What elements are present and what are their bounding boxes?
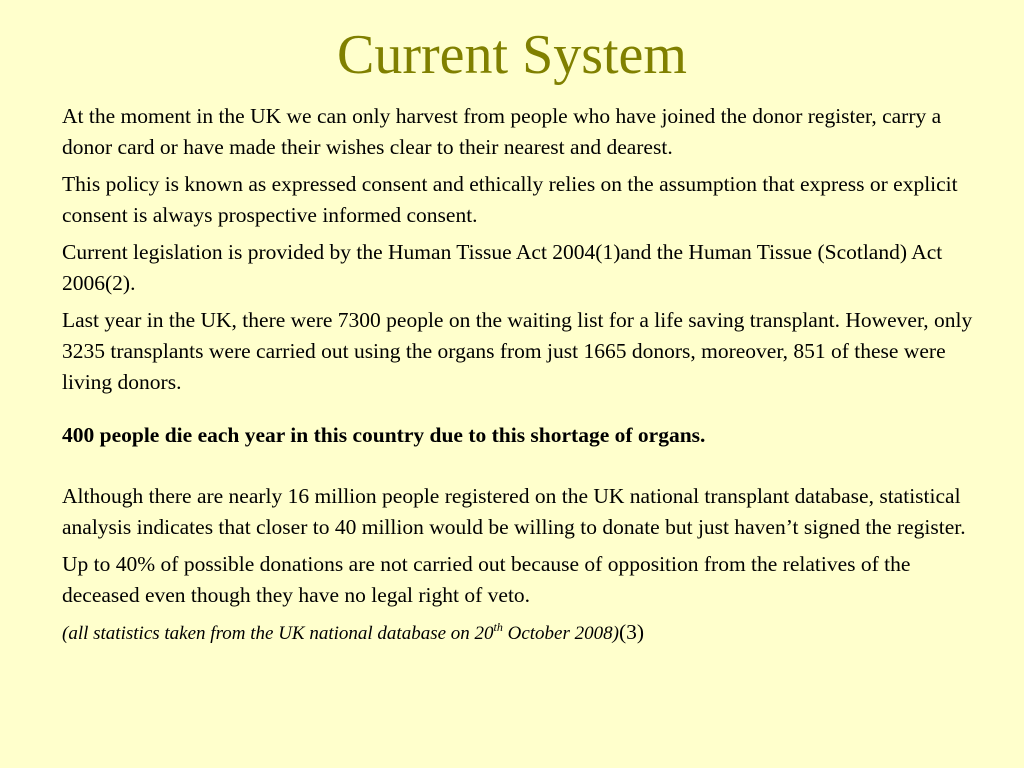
source-prefix: (all statistics taken from the UK national database on 20 xyxy=(62,623,494,644)
paragraph-legislation: Current legislation is provided by the Human Tissue Act 2004(1)and the Human Tissue (Scotland) Act 2006(2). xyxy=(62,240,943,295)
paragraph-donor-register: At the moment in the UK we can only harvest from people who have joined the donor register, carry a donor card or have made their wishes clear to their nearest and dearest. xyxy=(62,104,942,159)
paragraph-deaths-highlight: 400 people die each year in this country due to this shortage of organs. xyxy=(62,423,706,447)
paragraph-statistics: Last year in the UK, there were 7300 people on the waiting list for a life saving transplant. However, only 3235 transplants were carried out using the organs from just 1665 donors, moreover, 851 of these were living donors. xyxy=(62,308,973,394)
source-suffix: October 2008) xyxy=(502,623,619,644)
slide-title: Current System xyxy=(337,24,687,86)
source-superscript: th xyxy=(493,619,503,634)
paragraph-registration: Although there are nearly 16 million people registered on the UK national transplant database, statistical analysis indicates that closer to 40 million would be willing to donate but just haven’t signed the register. xyxy=(62,484,966,539)
paragraph-opposition: Up to 40% of possible donations are not carried out because of opposition from the relatives of the deceased even though they have no legal right of veto. xyxy=(62,552,911,607)
source-note xyxy=(62,617,992,649)
paragraph-expressed-consent: This policy is known as expressed consent and ethically relies on the assumption that express or explicit consent is always prospective informed consent. xyxy=(62,172,958,227)
slide-body xyxy=(62,101,992,655)
source-reference: (3) xyxy=(618,620,645,644)
